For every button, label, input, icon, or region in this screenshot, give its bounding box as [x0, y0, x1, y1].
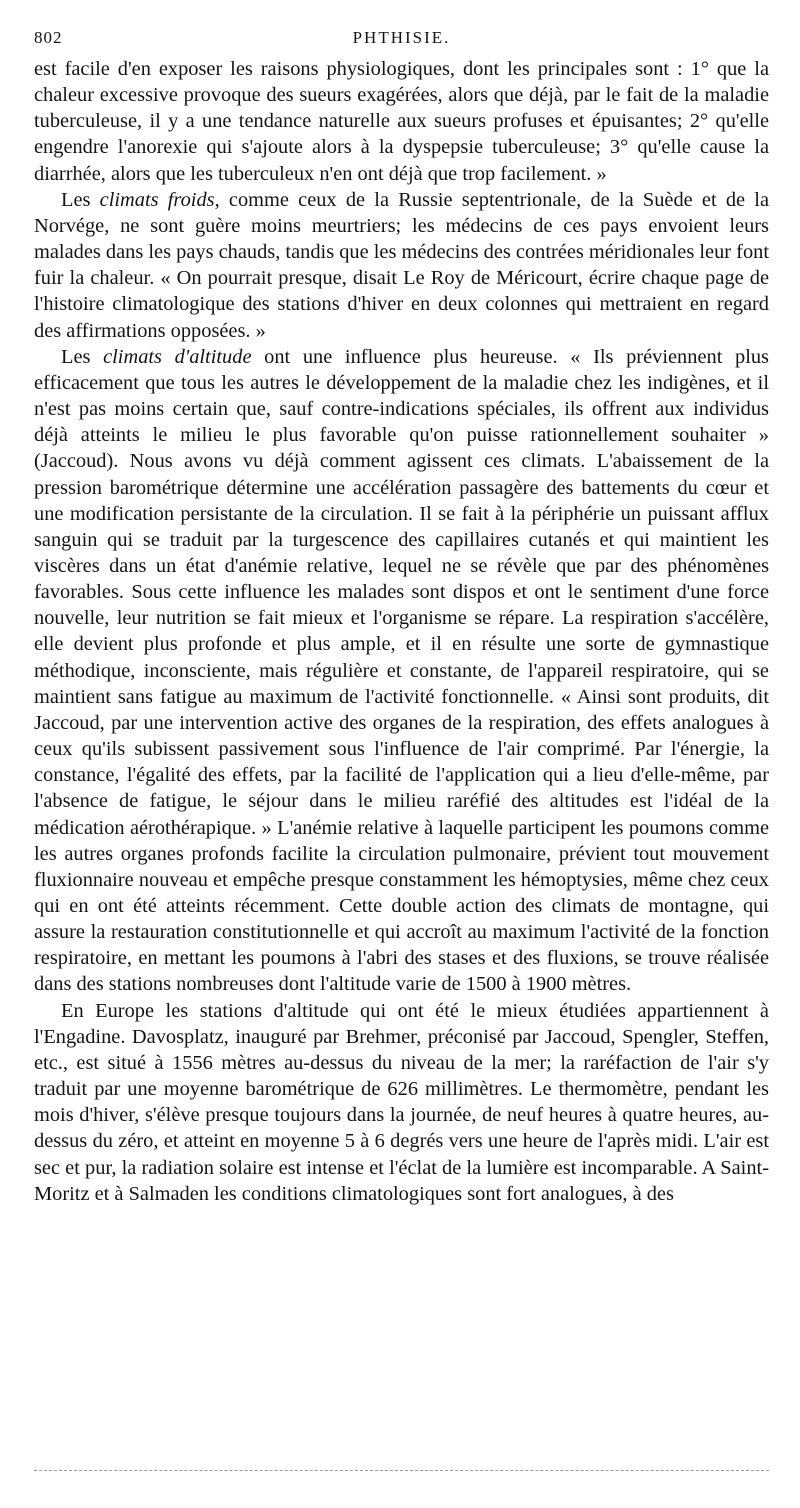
emphasis-term: climats froids: [99, 188, 215, 211]
paragraph-europe-stations: En Europe les stations d'altitude qui ont été le mieux étudiées appartiennent à l'Engadine. Davosplatz, inauguré par Brehmer, préconisé par Jaccoud, Spengler, Steffen, etc., est situé à 1556 mètres au-dessus du niveau de la mer; la raréfaction de l'air s'y traduit par une moyenne barométrique de 626 millimètres. Le thermomètre, pendant les mois d'hiver, s'élève presque toujours dans la journée, de neuf heures à quatre heures, au-dessus du zéro, et atteint en moyenne 5 à 6 degrés vers une heure de l'après midi. L'air est sec et pur, la radiation solaire est intense et l'éclat de la lumière est incomparable. A Saint-Moritz et à Salmaden les conditions climatologiques sont fort analogues, à des: [34, 999, 769, 1205]
paragraph-text: Les: [61, 188, 100, 211]
paragraph-text: ont une influence plus heureuse. « Ils préviennent plus efficacement que tous les autres le développement de la maladie chez les indigènes, et il n'est pas moins certain que, sauf contre-indications spéciales, ils offrent aux individus déjà atteints le milieu le plus favorable qu'on puisse rationnellement souhaiter » (Jaccoud). Nous avons vu déjà comment agissent ces climats. L'abaissement de la pression barométrique détermine une accélération passagère des battements du cœur et une modification persistante de la circulation. Il se fait à la périphérie un puissant afflux sanguin qui se traduit par la turgescence des capillaires cutanés et qui maintient les viscères dans un état d'anémie relative, lequel ne se révèle que par des phénomènes favorables. Sous cette influence les malades sont dispos et ont le sentiment d'une force nouvelle, leur nutrition se fait mieux et l'organisme se répare. La respiration s'accélère, elle devient plus profonde et plus ample, et il en résulte une sorte de gymnastique méthodique, inconsciente, mais régulière et constante, de l'appareil respiratoire, qui se maintient sans fatigue au maximum de l'activité fonctionnelle. « Ainsi sont produits, dit Jaccoud, par une intervention active des organes de la respiration, des effets analogues à ceux qu'ils subissent passivement sous l'influence de l'air comprimé. Par l'énergie, la constance, l'égalité des effets, par la facilité de l'application qui a lieu d'elle-même, par l'absence de fatigue, le séjour dans le milieu raréfié des altitudes est l'idéal de la médication aérothérapique. » L'anémie relative à laquelle participent les poumons comme les autres organes profonds facilite la circulation pulmonaire, prévient tout mouvement fluxionnaire nouveau et empêche presque constamment les hémoptysies, même chez ceux qui en ont été atteints récemment. Cette double action des climats de montagne, qui assure la restauration constitutionnelle et qui accroît au maximum l'activité de la fonction respiratoire, en mettant les poumons à l'abri des stases et des fluxions, se trouve réalisée dans des stations nombreuses dont l'altitude varie de 1500 à 1900 mètres.: [34, 345, 769, 996]
running-title: PHTHISIE.: [352, 28, 451, 47]
body-text: [34, 56, 769, 1207]
page-number: 802: [34, 28, 63, 47]
footer-divider: [34, 1470, 769, 1471]
emphasis-term: climats d'altitude: [103, 345, 252, 368]
paragraph-text: , comme ceux de la Russie septentrionale, de la Suède et de la Norvége, ne sont guère moins meurtriers; les médecins de ces pays envoient leurs malades dans les pays chauds, tandis que les médecins des contrées méridionales leur font fuir la chaleur. « On pourrait presque, disait Le Roy de Méricourt, écrire chaque page de l'histoire climatologique des stations d'hiver en deux colonnes qui mettraient en regard des affirmations opposées. »: [34, 188, 769, 342]
paragraph-cold-climates: [34, 187, 769, 344]
paragraph-altitude-climates: [34, 344, 769, 998]
paragraph-text: Les: [61, 345, 104, 368]
running-head: [34, 28, 769, 56]
paragraph-continuation: est facile d'en exposer les raisons physiologiques, dont les principales sont : 1° que la chaleur excessive provoque des sueurs exagérées, alors que déjà, par le fait de la maladie tuberculeuse, il y a une tendance naturelle aux sueurs profuses et épuisantes; 2° qu'elle engendre l'anorexie qui s'ajoute alors à la dyspepsie tuberculeuse; 3° qu'elle cause la diarrhée, alors que les tuberculeux n'en ont déjà que trop facilement. »: [34, 58, 769, 185]
book-page: [34, 28, 769, 1207]
